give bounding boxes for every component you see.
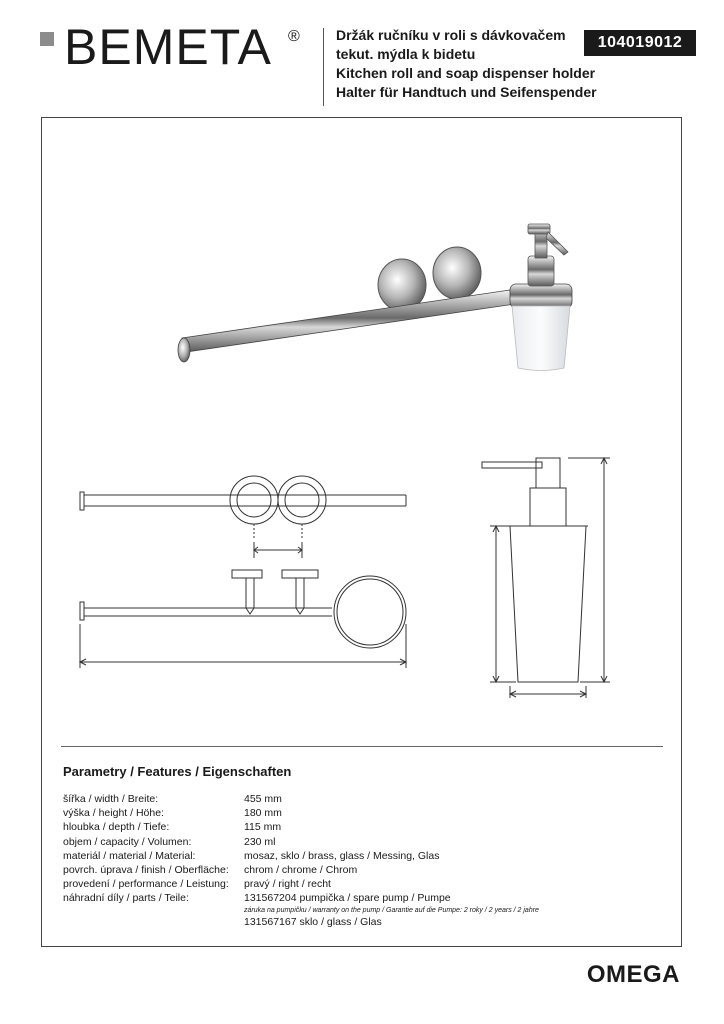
product-photo <box>170 210 590 380</box>
feature-label-empty <box>63 915 244 929</box>
product-code: 104019012 <box>584 30 696 56</box>
title-cz-line1: Držák ručníku v roli s dávkovačem <box>336 27 566 43</box>
feature-row <box>63 849 539 863</box>
feature-label: výška / height / Höhe: <box>63 807 164 820</box>
feature-label: materiál / material / Material: <box>63 849 196 862</box>
registered-mark: ® <box>288 28 300 45</box>
feature-row <box>63 906 539 915</box>
title-en: Kitchen roll and soap dispenser holder <box>336 65 596 81</box>
feature-row <box>63 891 539 905</box>
feature-row <box>63 792 539 806</box>
feature-row <box>63 835 539 849</box>
logo-square-icon <box>40 32 54 46</box>
feature-label: hloubka / depth / Tiefe: <box>63 821 170 834</box>
section-divider <box>61 746 663 747</box>
feature-label: povrch. úprava / finish / Oberfläche: <box>63 864 229 877</box>
header-divider <box>323 28 324 106</box>
feature-value: 180 mm <box>244 807 282 820</box>
dispenser-technical-drawing <box>470 450 630 710</box>
title-de: Halter für Handtuch und Seifenspender <box>336 84 597 100</box>
feature-row <box>63 806 539 820</box>
feature-value: 230 ml <box>244 835 276 848</box>
feature-label: objem / capacity / Volumen: <box>63 835 192 848</box>
product-titles <box>336 26 596 102</box>
feature-value: pravý / right / recht <box>244 878 331 891</box>
title-cz-line2: tekut. mýdla k bidetu <box>336 46 476 62</box>
feature-row <box>63 877 539 891</box>
feature-label-empty <box>63 906 244 915</box>
feature-label: šířka / width / Breite: <box>63 793 159 805</box>
feature-row <box>63 820 539 834</box>
features-heading: Parametry / Features / Eigenschaften <box>63 764 292 779</box>
feature-label: provedení / performance / Leistung: <box>63 878 229 891</box>
feature-row <box>63 915 539 929</box>
features-table <box>63 792 539 929</box>
series-brand: OMEGA <box>586 961 680 988</box>
bemeta-logo <box>40 19 310 76</box>
spare-glass-part: 131567167 sklo / glass / Glas <box>244 915 382 928</box>
logo-text: BEMETA <box>64 19 272 75</box>
feature-value: 455 mm <box>244 793 282 805</box>
feature-label: náhradní díly / parts / Teile: <box>63 892 189 905</box>
warranty-note: záruka na pumpičku / warranty on the pump / Garantie auf die Pumpe: 2 roky / 2 years / 2 jahre <box>244 906 539 914</box>
feature-value: mosaz, sklo / brass, glass / Messing, Glas <box>244 849 440 862</box>
feature-value: 115 mm <box>244 821 282 834</box>
feature-value: chrom / chrome / Chrom <box>244 864 358 877</box>
holder-technical-drawing <box>70 470 420 680</box>
feature-row <box>63 863 539 877</box>
feature-value: 131567204 pumpička / spare pump / Pumpe <box>244 892 451 905</box>
